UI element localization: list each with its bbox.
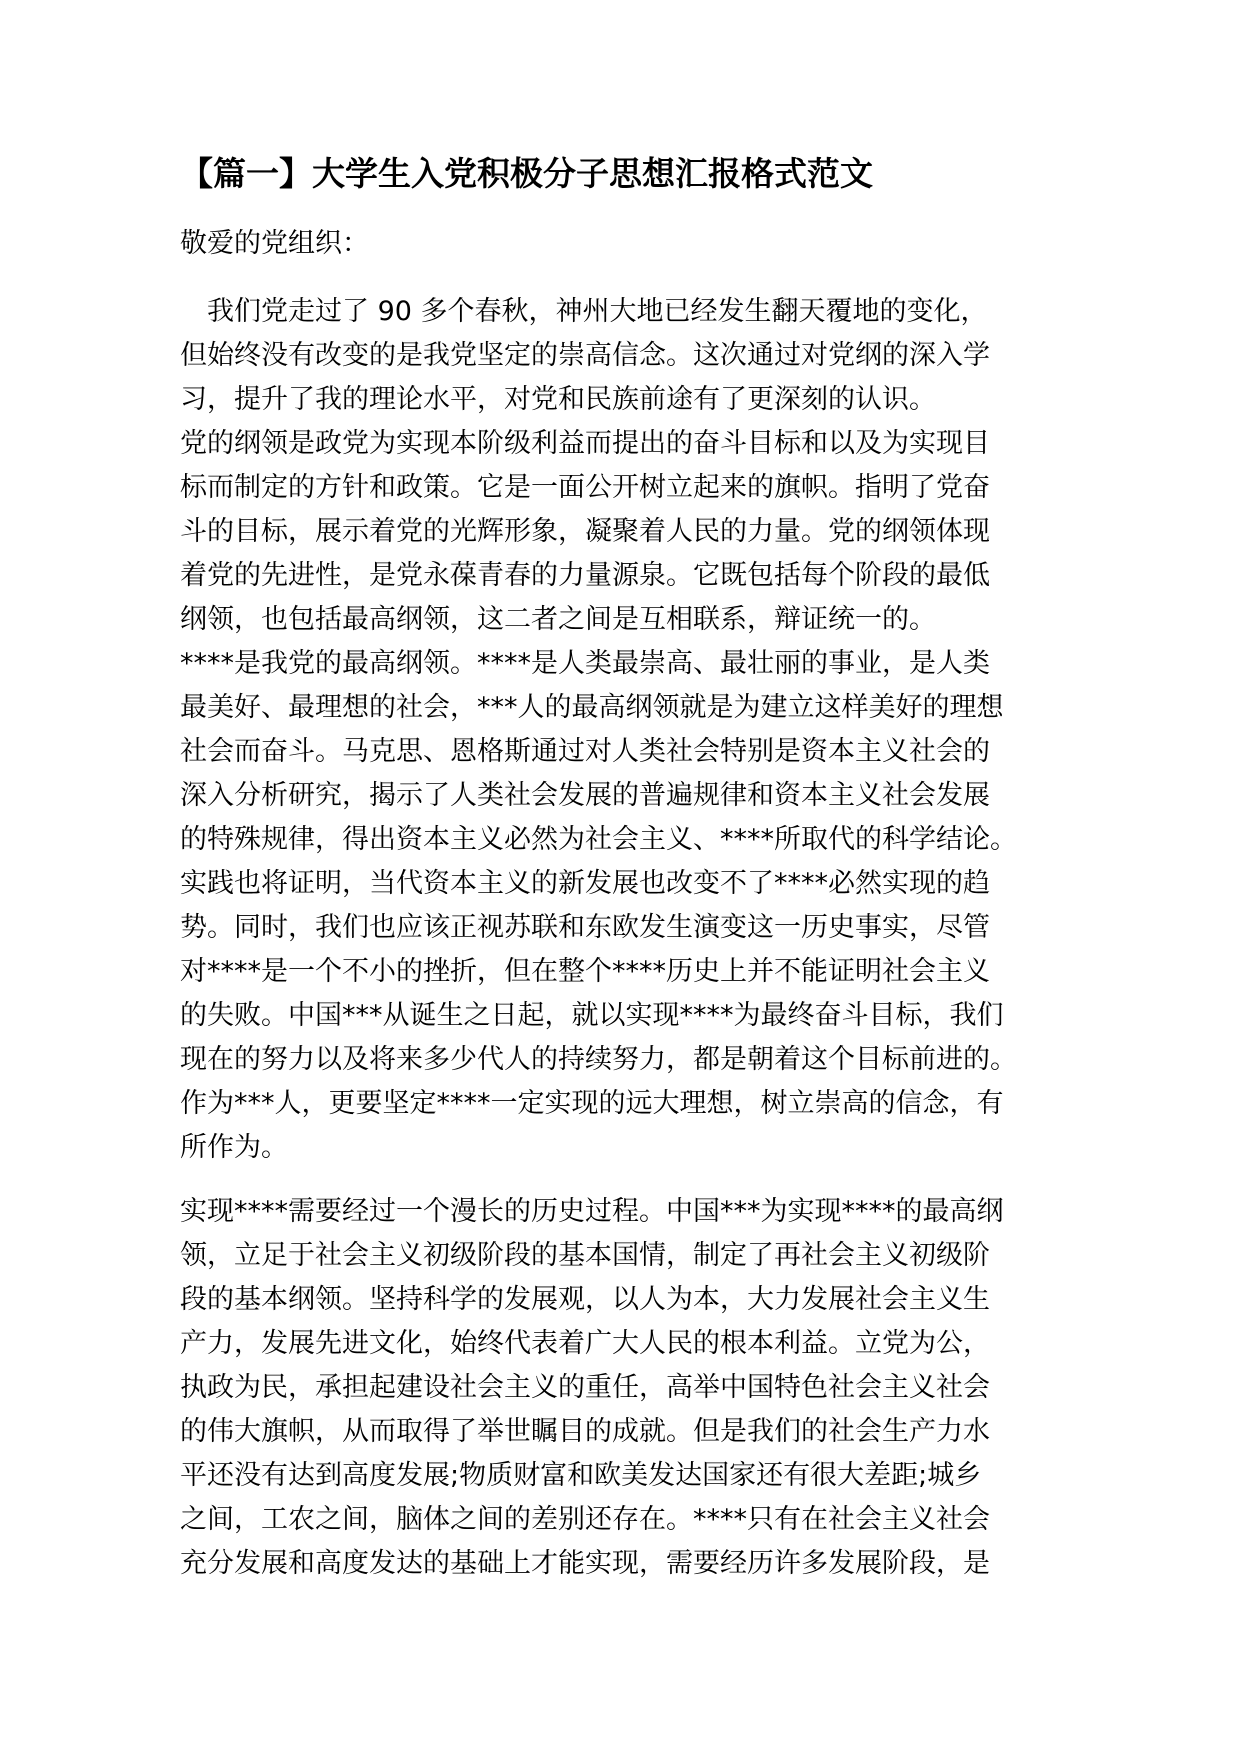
text-line: 领，立足于社会主义初级阶段的基本国情，制定了再社会主义初级阶 — [180, 1240, 990, 1271]
text-line: 平还没有达到高度发展;物质财富和欧美发达国家还有很大差距;城乡 — [180, 1460, 982, 1491]
text-line: 但始终没有改变的是我党坚定的崇高信念。这次通过对党纲的深入学 — [180, 340, 990, 371]
text-line: 实现****需要经过一个漫长的历史过程。中国***为实现****的最高纲 — [180, 1196, 1004, 1227]
text-line: 作为***人，更要坚定****一定实现的远大理想，树立崇高的信念，有 — [180, 1088, 1004, 1119]
paragraph — [180, 422, 1060, 642]
text-line: 的特殊规律，得出资本主义必然为社会主义、****所取代的科学结论。 — [180, 824, 1017, 855]
text-line: 社会而奋斗。马克思、恩格斯通过对人类社会特别是资本主义社会的 — [180, 736, 990, 767]
text-line: 的伟大旗帜，从而取得了举世瞩目的成就。但是我们的社会生产力水 — [180, 1416, 990, 1447]
paragraph — [180, 642, 1060, 1170]
document-page — [180, 150, 1060, 1586]
text-line: 着党的先进性，是党永葆青春的力量源泉。它既包括每个阶段的最低 — [180, 560, 990, 591]
text-line: 现在的努力以及将来多少代人的持续努力，都是朝着这个目标前进的。 — [180, 1044, 1017, 1075]
text-line: 党的纲领是政党为实现本阶级利益而提出的奋斗目标和以及为实现目 — [180, 428, 990, 459]
text-line: 对****是一个不小的挫折，但在整个****历史上并不能证明社会主义 — [180, 956, 990, 987]
text-line: 所作为。 — [180, 1132, 288, 1163]
text-line: 标而制定的方针和政策。它是一面公开树立起来的旗帜。指明了党奋 — [180, 472, 990, 503]
salutation: 敬爱的党组织： — [180, 228, 369, 259]
paragraph — [180, 1190, 1060, 1586]
text-line: 纲领，也包括最高纲领，这二者之间是互相联系，辩证统一的。 — [180, 604, 936, 635]
document-body — [180, 290, 1060, 1586]
text-line: 最美好、最理想的社会，***人的最高纲领就是为建立这样美好的理想 — [180, 692, 1004, 723]
text-line: 产力，发展先进文化，始终代表着广大人民的根本利益。立党为公， — [180, 1328, 990, 1359]
text-line: 深入分析研究，揭示了人类社会发展的普遍规律和资本主义社会发展 — [180, 780, 990, 811]
text-line: 段的基本纲领。坚持科学的发展观，以人为本，大力发展社会主义生 — [180, 1284, 990, 1315]
text-line: 实践也将证明，当代资本主义的新发展也改变不了****必然实现的趋 — [180, 868, 990, 899]
text-line: 充分发展和高度发达的基础上才能实现，需要经历许多发展阶段，是 — [180, 1548, 990, 1579]
text-line: ****是我党的最高纲领。****是人类最崇高、最壮丽的事业，是人类 — [180, 648, 990, 679]
text-line: 执政为民，承担起建设社会主义的重任，高举中国特色社会主义社会 — [180, 1372, 990, 1403]
text-line: 斗的目标，展示着党的光辉形象，凝聚着人民的力量。党的纲领体现 — [180, 516, 990, 547]
text-line: 之间，工农之间，脑体之间的差别还存在。****只有在社会主义社会 — [180, 1504, 990, 1535]
text-line: 我们党走过了 90 多个春秋，神州大地已经发生翻天覆地的变化， — [207, 296, 988, 327]
document-title: 【篇一】大学生入党积极分子思想汇报格式范文 — [180, 154, 873, 193]
text-line: 习，提升了我的理论水平，对党和民族前途有了更深刻的认识。 — [180, 384, 936, 415]
text-line: 的失败。中国***从诞生之日起，就以实现****为最终奋斗目标，我们 — [180, 1000, 1004, 1031]
text-line: 势。同时，我们也应该正视苏联和东欧发生演变这一历史事实，尽管 — [180, 912, 990, 943]
paragraph — [180, 290, 1060, 422]
